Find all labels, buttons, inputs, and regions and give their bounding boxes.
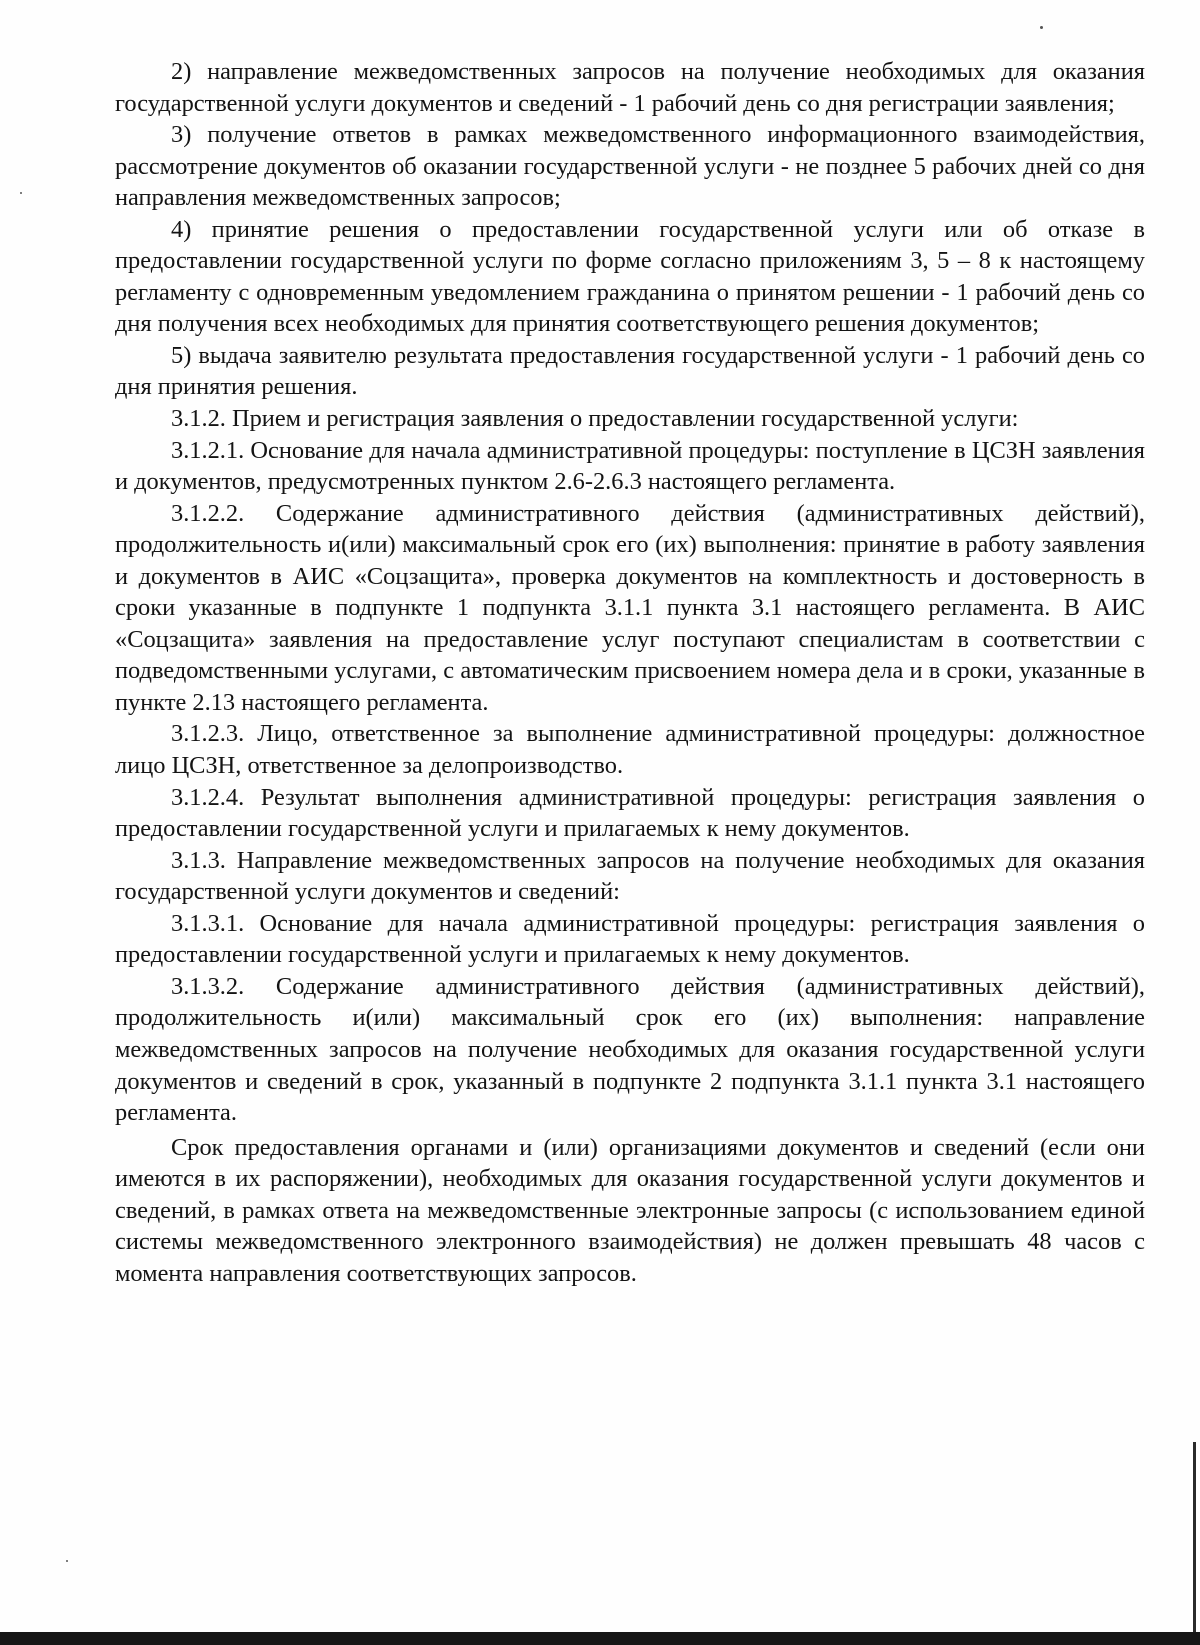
paragraph-3-1-2-1: 3.1.2.1. Основание для начала административной процедуры: поступление в ЦСЗН заявления и документов, предусмотренных пунктом 2.6-2.6.3 настоящего регламента. xyxy=(115,436,1145,496)
paragraph-3-1-3-1: 3.1.3.1. Основание для начала административной процедуры: регистрация заявления о предоставлении государственной услуги и прилагаемых к нему документов. xyxy=(115,909,1145,969)
paragraph-item-4: 4) принятие решения о предоставлении государственной услуги или об отказе в предоставлении государственной услуги по форме согласно приложениям 3, 5 – 8 к настоящему регламенту с одновременным уведомлением гражданина о принятом решении - 1 рабочий день со дня получения всех необходимых для принятия соответствующего решения документов; xyxy=(115,215,1145,338)
paragraph-response-deadline: Срок предоставления органами и (или) организациями документов и сведений (если они имеются в их распоряжении), необходимых для оказания государственной услуги документов и сведений, в рамках ответа на межведомственные электронные запросы (с использованием единой системы межведомственного электронного взаимодействия) не должен превышать 48 часов с момента направления соответствующих запросов. xyxy=(115,1133,1145,1287)
paragraph-item-5: 5) выдача заявителю результата предоставления государственной услуги - 1 рабочий день со дня принятия решения. xyxy=(115,341,1145,401)
scan-edge-line xyxy=(1193,1442,1196,1642)
scan-speck xyxy=(1040,26,1043,29)
paragraph-3-1-3: 3.1.3. Направление межведомственных запросов на получение необходимых для оказания государственной услуги документов и сведений: xyxy=(115,846,1145,906)
paragraph-3-1-2-4: 3.1.2.4. Результат выполнения административной процедуры: регистрация заявления о предоставлении государственной услуги и прилагаемых к нему документов. xyxy=(115,783,1145,843)
paragraph-3-1-2: 3.1.2. Прием и регистрация заявления о предоставлении государственной услуги: xyxy=(171,405,1019,433)
document-body xyxy=(115,56,1145,1289)
paragraph-item-3: 3) получение ответов в рамках межведомственного информационного взаимодействия, рассмотрение документов об оказании государственной услуги - не позднее 5 рабочих дней со дня направления межведомственных запросов; xyxy=(115,121,1145,212)
scan-bottom-edge xyxy=(0,1632,1200,1645)
paragraph-3-1-2-3: 3.1.2.3. Лицо, ответственное за выполнение административной процедуры: должностное лицо ЦСЗН, ответственное за делопроизводство. xyxy=(115,720,1145,780)
scan-speck xyxy=(66,1560,68,1562)
paragraph-item-2: 2) направление межведомственных запросов на получение необходимых для оказания государственной услуги документов и сведений - 1 рабочий день со дня регистрации заявления; xyxy=(115,58,1145,117)
paragraph-3-1-2-2: 3.1.2.2. Содержание административного действия (административных действий), продолжительность и(или) максимальный срок его (их) выполнения: принятие в работу заявления и документов в АИС «Соцзащита», проверка документов на комплектность и достоверность в сроки указанные в подпункте 1 подпункта 3.1.1 пункта 3.1 настоящего регламента. В АИС «Соцзащита» заявления на предоставление услуг поступают специалистам в соответствии с подведомственными услугами, с автоматическим присвоением номера дела и в сроки, указанные в пункте 2.13 настоящего регламента. xyxy=(115,499,1145,716)
scan-speck xyxy=(20,192,22,194)
paragraph-3-1-3-2: 3.1.3.2. Содержание административного действия (административных действий), продолжительность и(или) максимальный срок его (их) выполнения: направление межведомственных запросов на получение необходимых для оказания государственной услуги документов и сведений в срок, указанный в подпункте 2 подпункта 3.1.1 пункта 3.1 настоящего регламента. xyxy=(115,972,1145,1127)
